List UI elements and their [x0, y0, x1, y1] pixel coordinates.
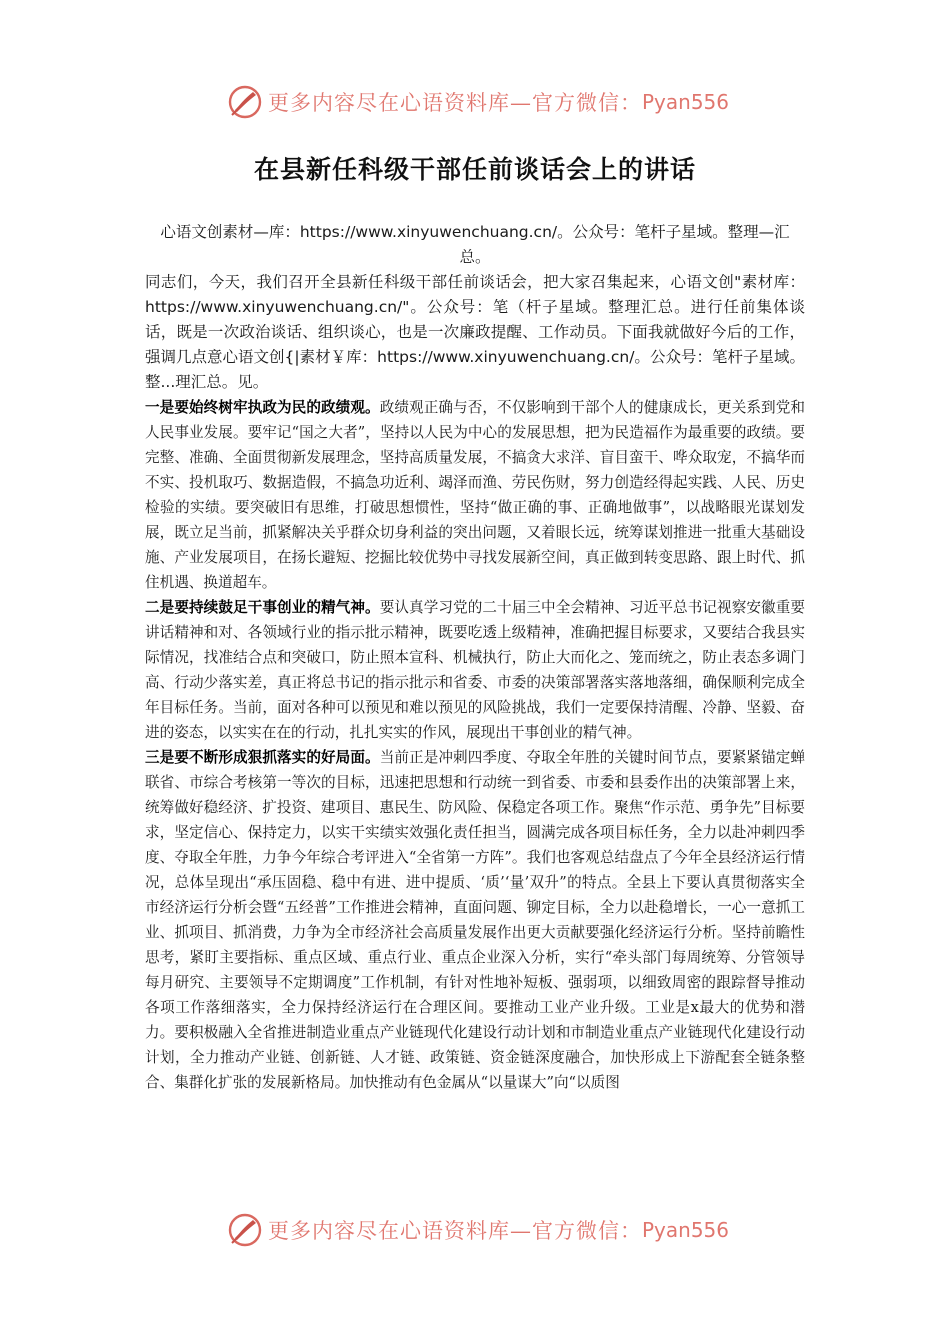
banner-wechat-id: Pyan556 — [642, 90, 730, 114]
section-2-text: 要认真学习党的二十届三中全会精神、习近平总书记视察安徽重要讲话精神和对、各领域行业的指示批示精神，既要吃透上级精神，准确把握目标要求，又要结合我县实际情况，找准结合点和突破口，防止照本宣科、机械执行，防止大而化之、笼而统之，防止表态多调门高、行动少落实差，真正将总书记的指示批示和省委、市委的决策部署落实落地落细，确保顺利完成全年目标任务。当前，面对各种可以预见和难以预见的风险挑战，我们一定要保持清醒、冷静、坚毅、奋进的姿态，以实实在在的行动，扎扎实实的作风，展现出干事创业的精气神。 — [145, 599, 805, 741]
document-body — [145, 220, 805, 1095]
intro-line-2: 同志们，今天，我们召开全县新任科级干部任前谈话会，把大家召集起来，心语文创"素材库：https://www.xinyuwenchuang.cn/"。公众号：笔（杆子星域。整理汇总。进行任前集体谈话，既是一次政治谈话、组织谈心，也是一次廉政提醒、工作动员。下面我就做好今后的工作，强调几点意心语文创{|素材￥库：https://www.xinyuwenchuang.cn/。公众号：笔杆子星域。整...理汇总。见。 — [145, 273, 805, 391]
pen-logo-icon — [226, 1211, 264, 1249]
footer-banner — [226, 1210, 730, 1250]
banner-text: 更多内容尽在心语资料库—官方微信： — [268, 1219, 642, 1243]
section-3-text: 当前正是冲刺四季度、夺取全年胜的关键时间节点，要紧紧锚定蝉联省、市综合考核第一等次的目标，迅速把思想和行动统一到省委、市委和县委作出的决策部署上来，统筹做好稳经济、扩投资、建项目、惠民生、防风险、保稳定各项工作。聚焦“作示范、勇争先”目标要求，坚定信心、保持定力，以实干实绩实效强化责任担当，圆满完成各项目标任务，全力以赴冲刺四季度、夺取全年胜，力争今年综合考评进入“全省第一方阵”。我们也客观总结盘点了今年全县经济运行情况，总体呈现出“承压固稳、稳中有进、进中提质、‘质’‘量’双升”的特点。全县上下要认真贯彻落实全市经济运行分析会暨“五经普”工作推进会精神，直面问题、铆定目标，全力以赴稳增长，一心一意抓工业、抓项目、抓消费，力争为全市经济社会高质量发展作出更大贡献要强化经济运行分析。坚持前瞻性思考，紧盯主要指标、重点区域、重点行业、重点企业深入分析，实行“牵头部门每周统筹、分管领导每月研究、主要领导不定期调度”工作机制，有针对性地补短板、强弱项，以细致周密的跟踪督导推动各项工作落细落实，全力保持经济运行在合理区间。要推动工业产业升级。工业是x最大的优势和潜力。要积极融入全省推进制造业重点产业链现代化建设行动计划和市制造业重点产业链现代化建设行动计划，全力推动产业链、创新链、人才链、政策链、资金链深度融合，加快形成上下游配套全链条整合、集群化扩张的发展新格局。加快推动有色金属从“以量谋大”向“以质图 — [145, 749, 805, 1091]
pen-logo-icon — [226, 83, 264, 121]
banner-wechat-id: Pyan556 — [642, 1218, 730, 1242]
header-banner — [226, 82, 730, 122]
section-1-text: 政绩观正确与否，不仅影响到干部个人的健康成长，更关系到党和人民事业发展。要牢记“国之大者”，坚持以人民为中心的发展思想，把为民造福作为最重要的政绩。要完整、准确、全面贯彻新发展理念，坚持高质量发展，不搞贪大求洋、盲目蛮干、哗众取宠，不搞华而不实、投机取巧、数据造假，不搞急功近利、竭泽而渔、劳民伤财，努力创造经得起实践、人民、历史检验的实绩。要突破旧有思维，打破思想惯性，坚持“做正确的事、正确地做事”，以战略眼光谋划发展，既立足当前，抓紧解决关乎群众切身利益的突出问题，又着眼长远，统筹谋划推进一批重大基础设施、产业发展项目，在扬长避短、挖掘比较优势中寻找发展新空间，真正做到转变思路、跟上时代、抓住机遇、换道超车。 — [145, 399, 805, 591]
section-3-heading: 三是要不断形成狠抓落实的好局面。 — [145, 749, 380, 766]
banner-text: 更多内容尽在心语资料库—官方微信： — [268, 91, 642, 115]
intro-line-1: 心语文创素材—库：https://www.xinyuwenchuang.cn/。公众号：笔杆子星域。整理—汇总。 — [160, 223, 790, 266]
section-3 — [145, 745, 805, 1095]
section-2 — [145, 595, 805, 745]
page-title: 在县新任科级干部任前谈话会上的讲话 — [253, 155, 696, 184]
section-1-heading: 一是要始终树牢执政为民的政绩观。 — [145, 399, 380, 416]
section-1 — [145, 395, 805, 595]
section-2-heading: 二是要持续鼓足干事创业的精气神。 — [145, 599, 380, 616]
